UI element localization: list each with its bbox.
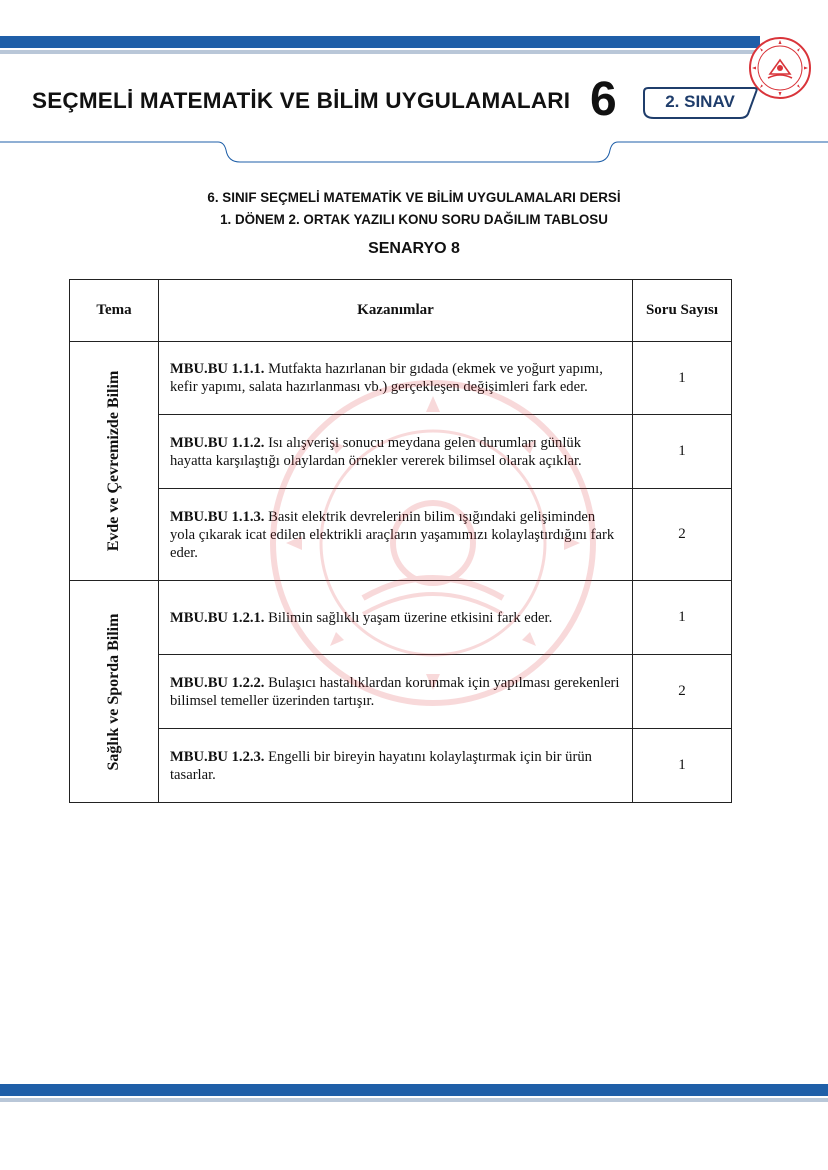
header-kazanimlar: Kazanımlar [159,280,633,342]
ministry-watermark-icon [268,378,598,708]
theme-label: Evde ve Çevremizde Bilim [105,370,122,552]
question-count: 1 [633,581,732,655]
table-row [70,729,732,803]
theme-cell [70,342,159,581]
question-count: 2 [633,655,732,729]
outcome-code: MBU.BU 1.2.1. [170,609,265,626]
header-soru-sayisi: Soru Sayısı [633,280,732,342]
outcome-text: Basit elektrik devrelerinin bilim ışığındaki gelişiminden yola çıkarak icat edilen elektrikli araçların yaşamımızı kolaylaştırdığını fark eder. [170,508,615,561]
theme-label: Sağlık ve Sporda Bilim [105,613,122,770]
outcome-text: Engelli bir bireyin hayatını kolaylaştırmak için bir ürün tasarlar. [170,748,592,783]
document-title-line1: 6. SINIF SEÇMELİ MATEMATİK VE BİLİM UYGULAMALARI DERSİ [207,190,621,205]
top-header-band-accent [0,50,760,54]
top-header-band [0,36,760,48]
theme-cell [70,581,159,803]
outcome-text: Mutfakta hazırlanan bir gıdada (ekmek ve yoğurt yapımı, kefir yapımı, salata hazırlanması vb.) gerçekleşen değişimleri fark eder. [170,361,603,395]
exam-tab [642,86,758,116]
exam-tab-label: 2. SINAV [665,92,735,111]
question-count: 1 [633,729,732,803]
outcome-text: Bulaşıcı hastalıklardan korunmak için yapılması gerekenleri bilimsel temeller üzerinden tartışır. [170,674,620,709]
outcome-cell [159,729,633,803]
table-header-row [70,280,732,342]
document-title-line2: 1. DÖNEM 2. ORTAK YAZILI KONU SORU DAĞILIM TABLOSU [220,212,608,227]
header-divider [0,140,828,166]
outcome-code: MBU.BU 1.2.3. [170,748,265,765]
question-count: 2 [633,489,732,581]
outcome-code: MBU.BU 1.1.3. [170,508,265,525]
question-count: 1 [633,342,732,415]
grade-number: 6 [590,73,617,126]
outcome-text: Isı alışverişi sonucu meydana gelen durumları günlük hayatta karşılaştığı olaylardan örnekler vererek bilimsel olarak açıklar. [170,434,582,469]
question-count: 1 [633,415,732,489]
footer-band-accent [0,1098,828,1102]
outcome-code: MBU.BU 1.1.1. [170,361,265,377]
scenario-label: SENARYO 8 [368,240,460,257]
footer-band [0,1084,828,1096]
header-tema: Tema [70,280,159,342]
outcome-code: MBU.BU 1.2.2. [170,674,265,691]
outcome-text: Bilimin sağlıklı yaşam üzerine etkisini fark eder. [264,609,553,626]
outcome-code: MBU.BU 1.1.2. [170,434,265,451]
header-title: SEÇMELİ MATEMATİK VE BİLİM UYGULAMALARI [32,88,571,113]
